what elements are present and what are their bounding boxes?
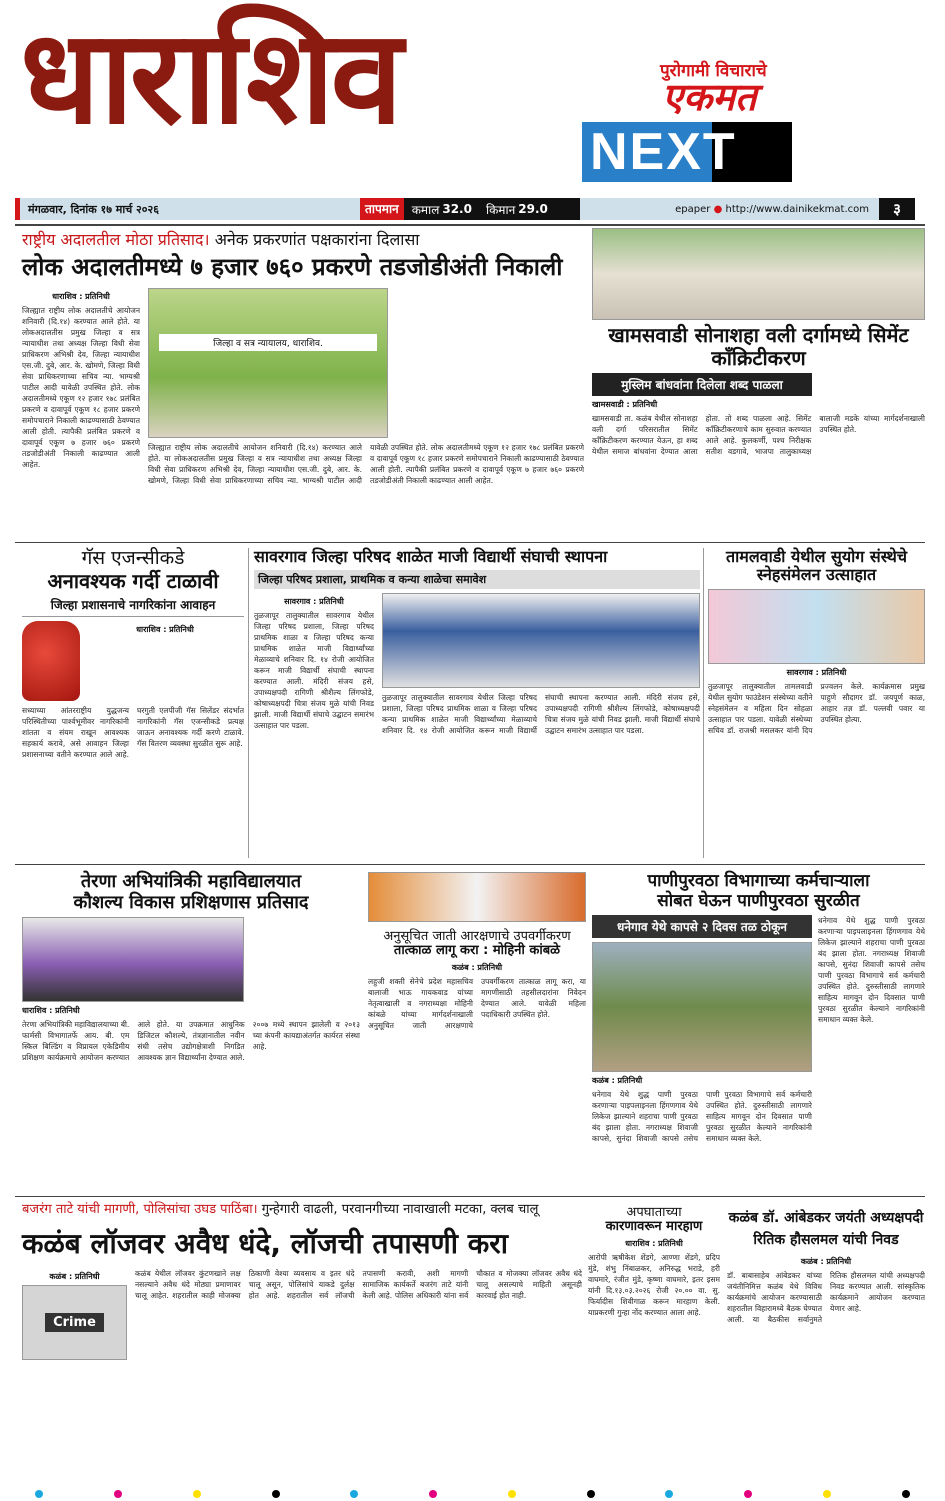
crime-label: Crime — [45, 1313, 104, 1332]
temperature-box — [360, 198, 580, 220]
article-terna — [22, 872, 360, 1169]
gas-cylinder-image — [22, 621, 80, 701]
article-tamalwadi — [708, 548, 925, 831]
divider — [15, 1196, 925, 1197]
article-accident — [588, 1202, 720, 1472]
headline: कळंब डॉ. आंबेडकर जयंती अध्यक्षपदी — [728, 1210, 924, 1226]
headline: खामसवाडी सोनाशहा वली दर्गामध्ये सिमेंट काँक्रिटीकरण — [608, 323, 909, 370]
article-savargaon — [254, 548, 700, 830]
divider — [15, 224, 925, 226]
article-body-side: धनेगाव येथे शुद्ध पाणी पुरवठा करणाऱ्या पाइपलाइनला हिंगणगाव येथे लिकेज झाल्याने शहराचा पाणी पुरवठा बंद झाला होता. नगराध्यक्ष शिवाजी कापसे, सुनंदा शिवाजी कापसे तसेच पाणी पुरवठा विभागाचे सर्व कर्मचारी उपस्थित होते. दुरुस्तीसाठी लागणारे साहित्य मागवून दोन दिवसात पाणी पुरवठा सुरळीत केल्याने नागरिकांनी समाधान व्यक्त केले. — [818, 916, 925, 1025]
students-photo — [22, 917, 244, 1002]
byline: कळंब : प्रतिनिधी — [592, 1076, 643, 1086]
headline-2: कौशल्य विकास प्रशिक्षणास प्रतिसाद — [73, 891, 309, 913]
temperature-label: तापमान — [360, 198, 404, 220]
article-body: लहुजी शक्ती सेनेचे प्रदेश महासचिव बालाजी भाऊ गायकवाड यांच्या नेतृत्वाखाली व नगराध्यक्षा मोहिनी कांबळे यांच्या मार्गदर्शनाखाली अनुसूचित जाती आरक्षणाचे उपवर्गीकरण तात्काळ लागू करा, या मागणीसाठी तहसीलदारांना निवेदन देण्यात आले. यावेळी महिला पदाधिकारी उपस्थित होते. — [368, 976, 586, 1030]
headline-2: अनावश्यक गर्दी टाळावी — [47, 568, 219, 593]
headline: तामलवाडी येथील सुयोग संस्थेचे स्नेहसंमेलन उत्साहात — [726, 547, 907, 585]
byline: खामसवाडी : प्रतिनिधी — [592, 400, 658, 409]
article-body-cont — [148, 442, 584, 486]
byline: धाराशिव : प्रतिनिधी — [136, 624, 194, 634]
headline: लोक अदालतीमध्ये ७ हजार ७६० प्रकरणे तडजोडीअंती निकाली — [22, 253, 563, 282]
byline: धाराशिव : प्रतिनिधी — [52, 291, 110, 301]
pipeline-photo — [592, 942, 812, 1072]
article-body: जिल्ह्यात राष्ट्रीय लोक अदालतीचे आयोजन शनिवारी (दि.१४) करण्यात आले होते. या लोकअदालतीस प्रमुख जिल्हा व सत्र न्यायाधीश तथा अध्यक्ष जिल्हा विधी सेवा प्राधिकरण अभिश्री देव, जिल्हा न्यायाधीश एस.जी. दुबे, आर. के. खोमणे, जिल्हा विधी सेवा प्राधिकरणाच्या सचिव न्या. भाग्यश्री पाटील आदी यावेळी उपस्थित होते. लोक अदालतीमध्ये एकूण १२ हजार १७८ प्रलंबित प्रकरणे व दावापूर्व एकूण १८ हजार प्रकरणे समोपचाराने निकाली काढण्यासाठी ठेवण्यात आली होती. त्यापैकी प्रलंबित प्रकरणे व दावापूर्व एकूण ७ हजार ७६० प्रकरणे तडजोडीअंती निकाली काढण्यात आली आहेत. — [22, 305, 140, 469]
byline: कळंब : प्रतिनिधी — [451, 962, 503, 972]
kicker-red: राष्ट्रीय अदालतील मोठा प्रतिसाद। — [22, 230, 210, 249]
headline: तेरणा अभियांत्रिकी महाविद्यालयात — [80, 871, 302, 892]
article-body: तेरणा अभियांत्रिकी महाविद्यालयाच्या बी. फार्मसी विभागातर्फे आय. बी. एम स्किल बिल्डिंग व विप्रायल एकेडिमीय प्रशिक्षण कार्यक्रमाचे आयोजन करण्यात आले होते. या उपक्रमात आधुनिक डिजिटल कौशल्ये, तंत्रज्ञानातील नवीन संधी तसेच उद्योगक्षेत्राशी निगडित आवश्यक ज्ञान विद्यार्थ्यांना देण्यात आले. २००७ मध्ये स्थापन झालेली व २०१३ च्या कंपनी कायद्याअंतर्गत कार्यरत संस्था आहे. — [22, 1020, 360, 1063]
column-rule — [703, 548, 704, 858]
brand-logo: एकमत — [662, 75, 757, 119]
event-photo — [708, 589, 925, 664]
headline: अपघाताच्या — [626, 1205, 682, 1220]
min-temp: 29.0 — [518, 202, 548, 216]
masthead-title: धाराशिव — [20, 0, 399, 153]
headline: अनुसूचित जाती आरक्षणाचे उपवर्गीकरण — [383, 929, 571, 944]
subheadline: धनेगाव येथे कापसे २ दिवस तळ ठोकून — [592, 915, 812, 938]
byline: धाराशिव : प्रतिनिधी — [625, 1238, 683, 1248]
byline: धाराशिव : प्रतिनिधी — [22, 1006, 80, 1016]
min-label: किमान — [485, 202, 516, 217]
article-body: कळंब येथील लॉजवर कुंटणखाने लक्ष नसल्याने अवैध धंदे मोठ्या प्रमाणावर चालू आहेत. शहरातील काही मोजक्या ठिकाणी वेश्या व्यवसाय व इतर धंदे चालू असून, पोलिसांचे याकडे दुर्लक्ष होत आहे. शहरातील सर्व लॉजची तपासणी करावी, अशी मागणी सामाजिक कार्यकर्ते बजरंग ताटे यांनी केली आहे. पोलिस अधिकारी यांना सर्व चौकात व मोजक्या लॉजवर अवैध धंदे चालू असल्याचे माहिती असूनही कारवाई होत नाही. — [135, 1269, 582, 1301]
divider — [15, 864, 925, 865]
kicker: अनेक प्रकरणांत पक्षकारांना दिलासा — [214, 230, 420, 249]
article-body-text: तुळजापूर तालुक्यातील सावरगाव येथील जिल्हा परिषद प्रशाला, जिल्हा परिषद प्राथमिक शाळा व जिल्हा परिषद कन्या प्राथमिक शाळेत माजी विद्यार्थ्यांच्या मेळाव्याचे शनिवार दि. १४ रोजी आयोजित करून माजी विद्यार्थी संघाची स्थापना करण्यात आली. मंदिरी संजय हसे, उपाध्यक्षपदी रागिणी श्रीशैल्य लिंगफोडे, कोषाध्यक्षपदी चित्रा संजय मुळे यांची निवड झाली. माजी विद्यार्थी संघाचे उद्घाटन समारंभ उत्साहात पार पडला. — [382, 693, 700, 736]
next-logo: NEXT — [582, 122, 792, 182]
court-photo — [148, 288, 388, 438]
school-photo — [382, 593, 700, 688]
subheadline: जिल्हा प्रशासनाचे नागरिकांना आवाहन — [22, 593, 244, 617]
byline: सावरगाव : प्रतिनिधी — [786, 667, 847, 677]
byline: सावरगाव : प्रतिनिधी — [284, 597, 344, 607]
article-kalamb-lodge — [22, 1202, 582, 1448]
headline-2: रितिक हौसलमल यांची निवड — [753, 1232, 899, 1249]
color-registration-marks — [0, 1490, 945, 1498]
divider — [15, 542, 925, 543]
article-body-text: जिल्ह्यात राष्ट्रीय लोक अदालतीचे आयोजन शनिवारी (दि.१४) करण्यात आले होते. या लोकअदालतीस प्रमुख जिल्हा व सत्र न्यायाधीश तथा अध्यक्ष जिल्हा विधी सेवा प्राधिकरण अभिश्री देव, जिल्हा न्यायाधीश एस.जी. दुबे, आर. के. खोमणे, जिल्हा विधी सेवा प्राधिकरणाच्या सचिव न्या. भाग्यश्री पाटील आदी यावेळी उपस्थित होते. लोक अदालतीमध्ये एकूण १२ हजार १७८ प्रलंबित प्रकरणे व दावापूर्व एकूण १८ हजार प्रकरणे समोपचाराने निकाली काढण्यासाठी ठेवण्यात आली होती. त्यापैकी प्रलंबित प्रकरणे व दावापूर्व एकूण ७ हजार ७६० प्रकरणे तडजोडीअंती निकाली काढण्यात आली आहेत. — [148, 442, 584, 485]
article-body: तुळजापूर तालुक्यातील तामलवाडी येथील सुयोग फाउंडेशन संस्थेच्या वतीने स्नेहसंमेलन व महिला दिन सोहळा उत्साहात पार पडला. यावेळी संस्थेच्या सचिव डॉ. राजश्री मसलकर यांनी दिप प्रज्वलन केले. कार्यक्रमास प्रमुख पाहुणे सौदागर डॉ. जयपूर्ण काळ, आहार तज्ञ डॉ. पल्लवी पवार या उपस्थित होत्या. — [708, 681, 925, 735]
headline-2: तात्काळ लागू करा : मोहिनी कांबळे — [393, 943, 561, 958]
article-water-supply — [592, 872, 925, 1145]
photo-caption: जिल्हा व सत्र न्यायालय, धाराशिव. — [159, 334, 377, 351]
date-bar — [15, 198, 915, 220]
article-ambedkar — [727, 1210, 925, 1450]
article-khamaswadi — [592, 324, 925, 503]
memorandum-photo — [368, 872, 586, 922]
headline: कळंब लॉजवर अवैध धंदे, लॉजची तपासणी करा — [22, 1227, 508, 1261]
epaper-label: epaper — [675, 203, 711, 215]
article-body: धनेगाव येथे शुद्ध पाणी पुरवठा करणाऱ्या पाइपलाइनला हिंगणगाव येथे लिकेज झाल्याने शहराचा पाणी पुरवठा बंद झाला होता. नगराध्यक्ष शिवाजी कापसे, सुनंदा शिवाजी कापसे तसेच पाणी पुरवठा विभागाचे सर्व कर्मचारी उपस्थित होते. दुरुस्तीसाठी लागणारे साहित्य मागवून दोन दिवसात पाणी पुरवठा सुरळीत केल्याने नागरिकांनी समाधान व्यक्त केले. — [592, 1090, 812, 1144]
kicker-red: बजरंग ताटे यांची मागणी, पोलिसांचा उघड पाठिंबा। — [22, 1202, 258, 1217]
headline: पाणीपुरवठा विभागाच्या कर्मचाऱ्याला — [647, 871, 870, 891]
headline-2: कारणावरून मारहाण — [605, 1219, 703, 1234]
epaper-link[interactable] — [580, 204, 879, 215]
headline-2: सोबत घेऊन पाणीपुरवठा सुरळीत — [657, 890, 860, 911]
website-url[interactable]: http://www.dainikekmat.com — [725, 203, 869, 215]
article-body-cont — [382, 692, 700, 824]
article-body: डॉ. बाबासाहेब आंबेडकर यांच्या जयंतीनिमित्त कळंब येथे विविध कार्यक्रमांचे आयोजन करण्यासाठी शहरातील विहारामध्ये बैठक घेण्यात आली. या बैठकीस सर्वानुमते रितिक हौसलमल यांची अध्यक्षपदी निवड करण्यात आली. सांस्कृतिक कार्यक्रमाने आयोजन करण्यात येणार आहे. — [727, 1271, 925, 1325]
page-number: ३ — [879, 198, 915, 220]
article-lok-adalat — [22, 230, 584, 495]
subheadline: जिल्हा परिषद प्रशाला, प्राथमिक व कन्या शाळेचा समावेश — [254, 570, 700, 589]
article-body: खामसवाडी ता. कळंब येथील सोनाशहा वली दर्गा परिसरातील सिमेंट काँक्रिटीकरण करण्यात येऊन, हा शब्द येथील समाज बांधवांना देण्यात आला होता. तो शब्द पाळला आहे. सिमेंट काँक्रिटीकरणाचे काम सुरुवात करण्यात आले आहे. कुलकर्णी, पश्च निरीक्षक सतीश वडगावे, भाजपा तालुकाध्यक्ष बालाजी मडके यांच्या मार्गदर्शनाखाली उपस्थित होते. — [592, 414, 925, 456]
kicker: गुन्हेगारी वाढली, परवानगीच्या नावाखाली मटका, क्लब चालू — [261, 1202, 539, 1217]
article-sc-reservation — [368, 872, 586, 1156]
brand-tagline: पुरोगामी विचाराचे — [660, 61, 767, 81]
article-gas-agency — [22, 548, 244, 855]
headline: सावरगाव जिल्हा परिषद शाळेत माजी विद्यार्थी संघाची स्थापना — [254, 547, 608, 566]
article-body: आरोपी ऋषीकेश शेंडगे, आण्णा शेंडगे, प्रदिप मुंडे, शंभु निंबाळकर, अनिरुद्ध भराडे, हरी वाघमारे, रंजीत मुंडे, कृष्णा वाघमारे, इतर इसम यांनी दि.१३.०३.२०२६ रोजी २०.०० वा. सु. फिर्यादीस शिवीगाळ करून मारहाण केली. याप्रकरणी गुन्हा नोंद करण्यात आला आहे. — [588, 1252, 720, 1317]
article-body-col — [22, 288, 140, 495]
search-icon: ● — [713, 203, 723, 215]
article-body: सध्याच्या आंतरराष्ट्रीय युद्धजन्य परिस्थितीच्या पार्श्वभूमीवर नागरिकांनी शांतता व संयम राखून आवश्यक सहकार्य करावे, असे आवाहन जिल्हा प्रशासनाच्या वतीने करण्यात आले आहे. घरगुती एलपीजी गॅस सिलेंडर संदर्भात नागरिकांनी गॅस एजन्सीकडे प्रत्यक्ष जाऊन अनावश्यक गर्दी करणे टाळावे. गॅस वितरण व्यवस्था सुरळीत सुरू आहे. — [22, 705, 244, 759]
crime-image — [22, 1285, 127, 1360]
max-temp: 32.0 — [442, 202, 472, 216]
column-rule — [248, 548, 249, 858]
byline: कळंब : प्रतिनिधी — [800, 1257, 852, 1267]
group-photo — [592, 228, 925, 320]
issue-date: मंगळवार, दिनांक १७ मार्च २०२६ — [28, 202, 159, 216]
article-body: तुळजापूर तालुक्यातील सावरगाव येथील जिल्हा परिषद प्रशाला, जिल्हा परिषद प्राथमिक शाळा व जिल्हा परिषद कन्या प्राथमिक शाळेत माजी विद्यार्थ्यांच्या मेळाव्याचे शनिवार दि. १४ रोजी आयोजित करून माजी विद्यार्थी संघाची स्थापना करण्यात आली. मंदिरी संजय हसे, उपाध्यक्षपदी रागिणी श्रीशैल्य लिंगफोडे, कोषाध्यक्षपदी चित्रा संजय मुळे यांची निवड झाली. माजी विद्यार्थी संघाचे उद्घाटन समारंभ उत्साहात पार पडला. — [254, 611, 374, 731]
subheadline: मुस्लिम बांधवांना दिलेला शब्द पाळला — [592, 373, 812, 396]
byline: कळंब : प्रतिनिधी — [49, 1272, 100, 1282]
headline: गॅस एजन्सीकडे — [81, 547, 185, 569]
max-label: कमाल — [411, 202, 440, 217]
